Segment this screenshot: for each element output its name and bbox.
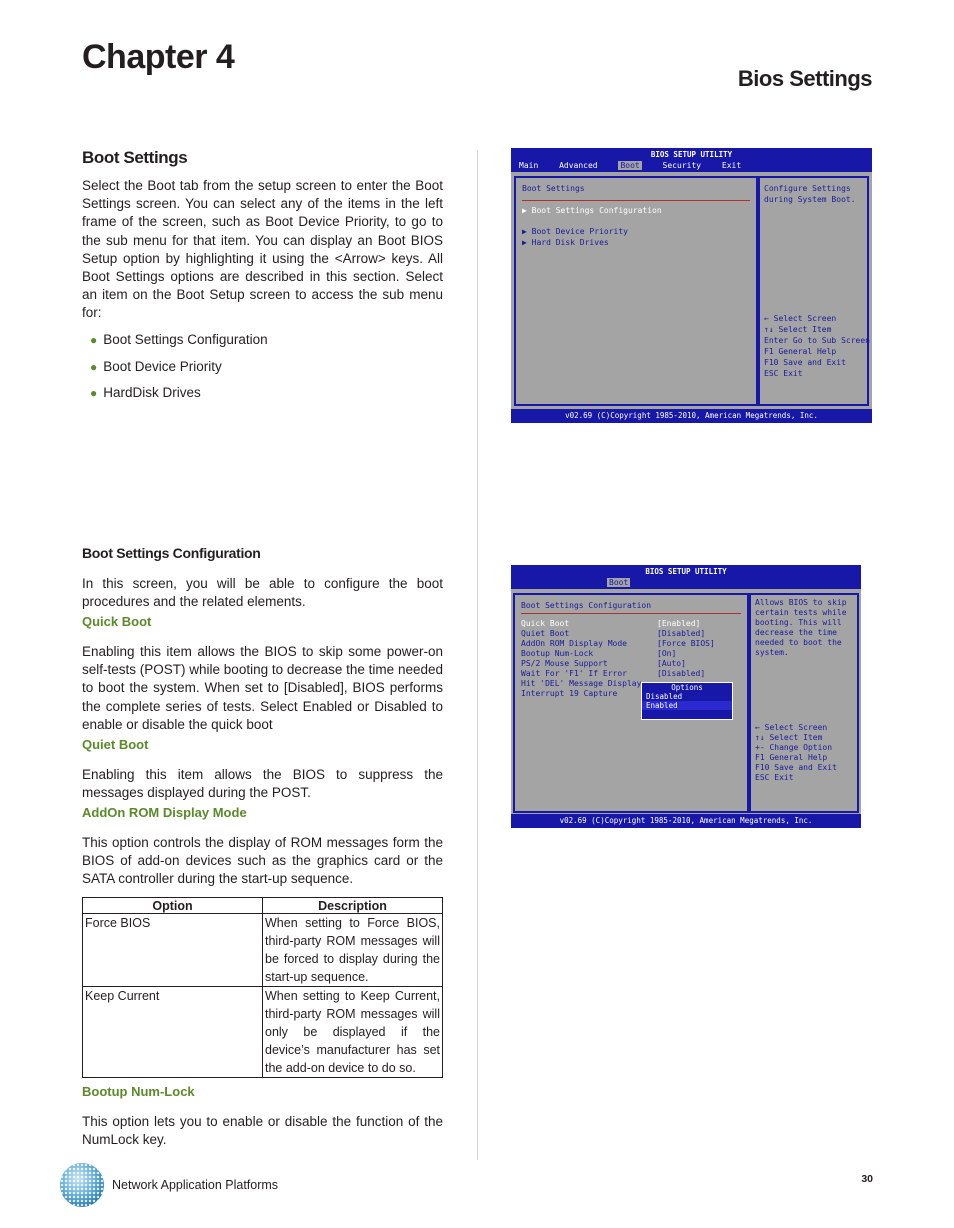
chapter-title: Chapter 4 bbox=[82, 38, 235, 76]
boot-submenu-list bbox=[90, 330, 268, 410]
bios-value-quiet-boot[interactable]: [Disabled] bbox=[657, 629, 706, 638]
tab-security[interactable]: Security bbox=[662, 161, 702, 170]
bios-key-line: F10 Save and Exit bbox=[755, 763, 837, 772]
bios-footer: v02.69 (C)Copyright 1985-2010, American Megatrends, Inc. bbox=[511, 409, 872, 423]
list-item: ● Boot Device Priority bbox=[90, 358, 222, 374]
table-header-description: Description bbox=[263, 898, 443, 914]
bios-help-line: needed to boot the bbox=[755, 638, 842, 647]
quiet-boot-text: Enabling this item allows the BIOS to suppress the messages displayed during the POST. bbox=[82, 767, 443, 801]
bios-value-ps2-mouse[interactable]: [Auto] bbox=[657, 659, 686, 668]
section-title: Bios Settings bbox=[737, 66, 872, 91]
bios-screen-boot bbox=[511, 148, 872, 423]
table-cell-option: Keep Current bbox=[83, 987, 263, 1078]
tab-exit[interactable]: Exit bbox=[721, 161, 742, 170]
page-number: 30 bbox=[861, 1173, 873, 1185]
bios-key-line: +- Change Option bbox=[755, 743, 833, 752]
bios-options-popup bbox=[641, 682, 733, 720]
bios-key-line: Enter Go to Sub Screen bbox=[764, 336, 870, 345]
bios-key-line: ESC Exit bbox=[764, 369, 803, 378]
bios-key-line: F1 General Help bbox=[755, 753, 828, 762]
bios-item-hard-disk-drives[interactable]: ▶ Hard Disk Drives bbox=[522, 238, 609, 247]
bios-help-line: decrease the time bbox=[755, 628, 837, 637]
bios-footer: v02.69 (C)Copyright 1985-2010, American Megatrends, Inc. bbox=[511, 814, 861, 828]
bios-value-addon-rom[interactable]: [Force BIOS] bbox=[657, 639, 715, 648]
bios-item-boot-settings-config[interactable]: ▶ Boot Settings Configuration bbox=[522, 206, 662, 215]
bios-key-line: ↑↓ Select Item bbox=[764, 325, 832, 334]
bios-item-int19[interactable]: Interrupt 19 Capture bbox=[521, 689, 618, 698]
bios-key-line: F10 Save and Exit bbox=[764, 358, 846, 367]
tab-main[interactable]: Main bbox=[519, 161, 539, 170]
bullet-icon: ● bbox=[90, 333, 98, 347]
table-header-row bbox=[83, 898, 443, 914]
boot-settings-heading: Boot Settings bbox=[82, 148, 188, 167]
addon-rom-label: AddOn ROM Display Mode bbox=[82, 805, 247, 820]
table-row bbox=[83, 987, 443, 1078]
bios-help-panel bbox=[758, 176, 869, 406]
tab-advanced[interactable]: Advanced bbox=[559, 161, 598, 170]
bios-panel-title: Boot Settings Configuration bbox=[521, 601, 652, 610]
addon-rom-text: This option controls the display of ROM messages form the BIOS of add-on devices such as the graphics card or the SATA controller during the start-up sequence. bbox=[82, 835, 443, 887]
bios-help-line: Configure Settings bbox=[764, 184, 851, 193]
config-heading: Boot Settings Configuration bbox=[82, 545, 261, 561]
addon-rom-options-table bbox=[82, 897, 443, 1078]
bios-key-line: F1 General Help bbox=[764, 347, 837, 356]
list-item: ● Boot Settings Configuration bbox=[90, 332, 268, 347]
table-cell-description: When setting to Force BIOS, third-party ROM messages will be forced to display during the start-up sequence. bbox=[263, 914, 443, 987]
tab-boot[interactable]: Boot bbox=[620, 161, 640, 170]
bios-value-wait-f1[interactable]: [Disabled] bbox=[657, 669, 706, 678]
bios-title: BIOS SETUP UTILITY bbox=[650, 150, 733, 159]
popup-option-disabled[interactable]: Disabled bbox=[646, 692, 683, 701]
column-divider bbox=[477, 150, 478, 1160]
config-intro: In this screen, you will be able to configure the boot procedures and the related elements. bbox=[82, 576, 443, 610]
bios-help-panel bbox=[749, 593, 859, 813]
bios-value-numlock[interactable]: [On] bbox=[657, 649, 677, 658]
bios-help-line: booting. This will bbox=[755, 618, 842, 627]
bullet-icon: ● bbox=[90, 359, 98, 374]
bios-help-line: system. bbox=[755, 648, 789, 657]
bios-item-ps2-mouse[interactable]: PS/2 Mouse Support bbox=[521, 659, 608, 668]
list-item: ● HardDisk Drives bbox=[90, 385, 201, 400]
popup-title: Options bbox=[671, 683, 703, 692]
bios-item-numlock[interactable]: Bootup Num-Lock bbox=[521, 649, 594, 658]
boot-settings-intro: Select the Boot tab from the setup screen to enter the Boot Settings screen. You can select any of the items in the left frame of the screen, such as Boot Device Priority, to go to the sub menu for that item. You can display an Boot BIOS Setup option by highlighting it using the <Arrow> keys. All Boot Settings options are described in this section. Select an item on the Boot Setup screen to access the sub menu for: bbox=[82, 178, 443, 321]
bios-screen-boot-config bbox=[511, 565, 861, 828]
bullet-icon: ● bbox=[90, 386, 98, 400]
bios-left-panel bbox=[514, 176, 758, 406]
bios-item-wait-f1[interactable]: Wait For 'F1' If Error bbox=[521, 669, 627, 678]
bios-tabs bbox=[607, 578, 646, 587]
numlock-text: This option lets you to enable or disable the function of the NumLock key. bbox=[82, 1114, 443, 1148]
bios-tabs bbox=[519, 161, 757, 170]
bios-panel-title: Boot Settings bbox=[522, 184, 585, 193]
bios-item-quiet-boot[interactable]: Quiet Boot bbox=[521, 629, 570, 638]
bios-item-addon-rom[interactable]: AddOn ROM Display Mode bbox=[521, 639, 627, 648]
numlock-label: Bootup Num-Lock bbox=[82, 1084, 195, 1099]
bios-help-line: Allows BIOS to skip bbox=[755, 598, 847, 607]
table-cell-description: When setting to Keep Current, third-party ROM messages will only be displayed if the device’s manufacturer has set the add-on device to do so. bbox=[263, 987, 443, 1078]
table-row bbox=[83, 914, 443, 987]
quick-boot-text: Enabling this item allows the BIOS to skip some power-on self-tests (POST) while booting to decrease the time needed to boot the system. When set to [Disabled], BIOS performs the complete series of tests. Select Enabled or Disabled to enable or disable the quick boot bbox=[82, 644, 443, 732]
bios-item-del-message[interactable]: Hit 'DEL' Message Display bbox=[521, 679, 642, 688]
quiet-boot-label: Quiet Boot bbox=[82, 737, 149, 752]
quick-boot-label: Quick Boot bbox=[82, 614, 152, 629]
table-cell-option: Force BIOS bbox=[83, 914, 263, 987]
bios-key-line: ← Select Screen bbox=[764, 314, 837, 323]
bios-item-boot-device-priority[interactable]: ▶ Boot Device Priority bbox=[522, 227, 628, 236]
popup-option-enabled[interactable]: Enabled bbox=[642, 701, 732, 710]
bios-key-line: ↑↓ Select Item bbox=[755, 733, 823, 742]
footer-text: Network Application Platforms bbox=[112, 1178, 279, 1192]
bios-separator bbox=[521, 613, 741, 614]
bios-title: BIOS SETUP UTILITY bbox=[645, 567, 727, 576]
bios-value-quick-boot[interactable]: [Enabled] bbox=[657, 619, 701, 628]
tab-boot[interactable]: Boot bbox=[609, 578, 629, 587]
bios-key-line: ESC Exit bbox=[755, 773, 794, 782]
bios-help-line: during System Boot. bbox=[764, 195, 856, 204]
company-logo bbox=[60, 1163, 104, 1207]
bios-separator bbox=[522, 200, 750, 201]
bios-key-line: ← Select Screen bbox=[755, 723, 828, 732]
bios-help-line: certain tests while bbox=[755, 608, 847, 617]
bios-item-quick-boot[interactable]: Quick Boot bbox=[521, 619, 570, 628]
table-header-option: Option bbox=[83, 898, 263, 914]
